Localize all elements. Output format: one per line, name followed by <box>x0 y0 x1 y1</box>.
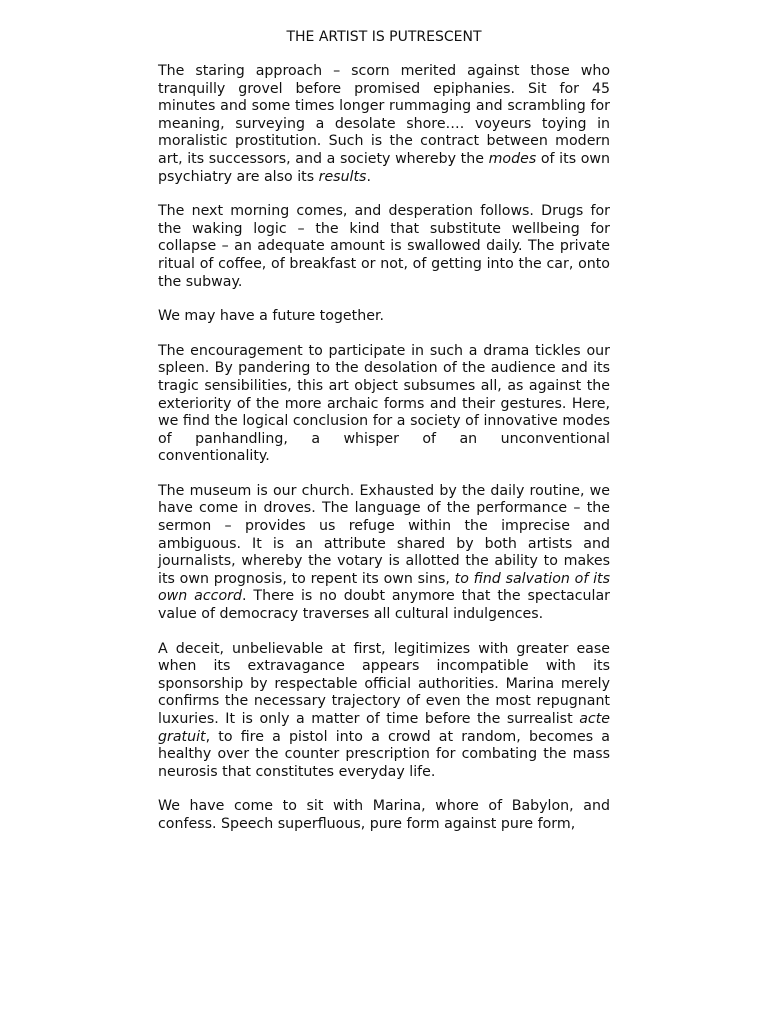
paragraph-text: The next morning comes, and desperation follows. Drugs for the waking logic – the kind that substitute wellbeing for collapse – an adequate amount is swallowed daily. The private ritual of coffee, of breakfast or not, of getting into the car, onto the subway. <box>158 203 610 290</box>
paragraph-text: We may have a future together. <box>158 308 384 325</box>
paragraph <box>158 343 610 466</box>
italic-text: acte gratuit <box>158 711 610 745</box>
paragraph-text: The encouragement to participate in such a drama tickles our spleen. By pandering to the desolation of the audience and its tragic sensibilities, this art object subsumes all, as against the exteriority of the more archaic forms and their gestures. Here, we find the logical conclusion for a society of innovative modes of panhandling, a whisper of an unconventional conventionality. <box>158 342 610 465</box>
paragraph <box>158 63 610 186</box>
paragraph <box>158 798 610 833</box>
document-body <box>158 63 610 851</box>
paragraph-text: . <box>366 168 371 185</box>
paragraph <box>158 308 610 326</box>
paragraph-text: The museum is our church. Exhausted by the daily routine, we have come in droves. The language of the performance – the sermon – provides us refuge within the imprecise and ambiguous. It is an attribute shared by both artists and journalists, whereby the votary is allotted the ability to makes its own prognosis, to repent its own sins, <box>158 482 610 587</box>
document-title: THE ARTIST IS PUTRESCENT <box>286 29 482 45</box>
paragraph <box>158 483 610 624</box>
paragraph-text: The staring approach – scorn merited against those who tranquilly grovel before promised epiphanies. Sit for 45 minutes and some times longer rummaging and scrambling for meaning, surveying a desolate shore…. voyeurs toying in moralistic prostitution. Such is the contract between modern art, its successors, and a society whereby the <box>158 63 610 167</box>
paragraph-text: We have come to sit with Marina, whore of Babylon, and confess. Speech superfluous, pure form against pure form, <box>158 798 610 832</box>
paragraph <box>158 203 610 291</box>
paragraph-text: A deceit, unbelievable at first, legitimizes with greater ease when its extravagance appears incompatible with its sponsorship by respectable official authorities. Marina merely confirms the necessary trajectory of even the most repugnant luxuries. It is only a matter of time before the surrealist <box>158 640 610 727</box>
paragraph <box>158 641 610 782</box>
paragraph-text: , to fire a pistol into a crowd at random, becomes a healthy over the counter prescription for combating the mass neurosis that constitutes everyday life. <box>158 728 610 780</box>
italic-text: results <box>318 168 367 185</box>
italic-text: modes <box>488 150 537 167</box>
paragraph-text: of its own psychiatry are also its <box>158 150 610 185</box>
paragraph-text: . There is no doubt anymore that the spectacular value of democracy traverses all cultural indulgences. <box>158 588 610 623</box>
italic-text: to find salvation of its own accord <box>158 570 610 605</box>
